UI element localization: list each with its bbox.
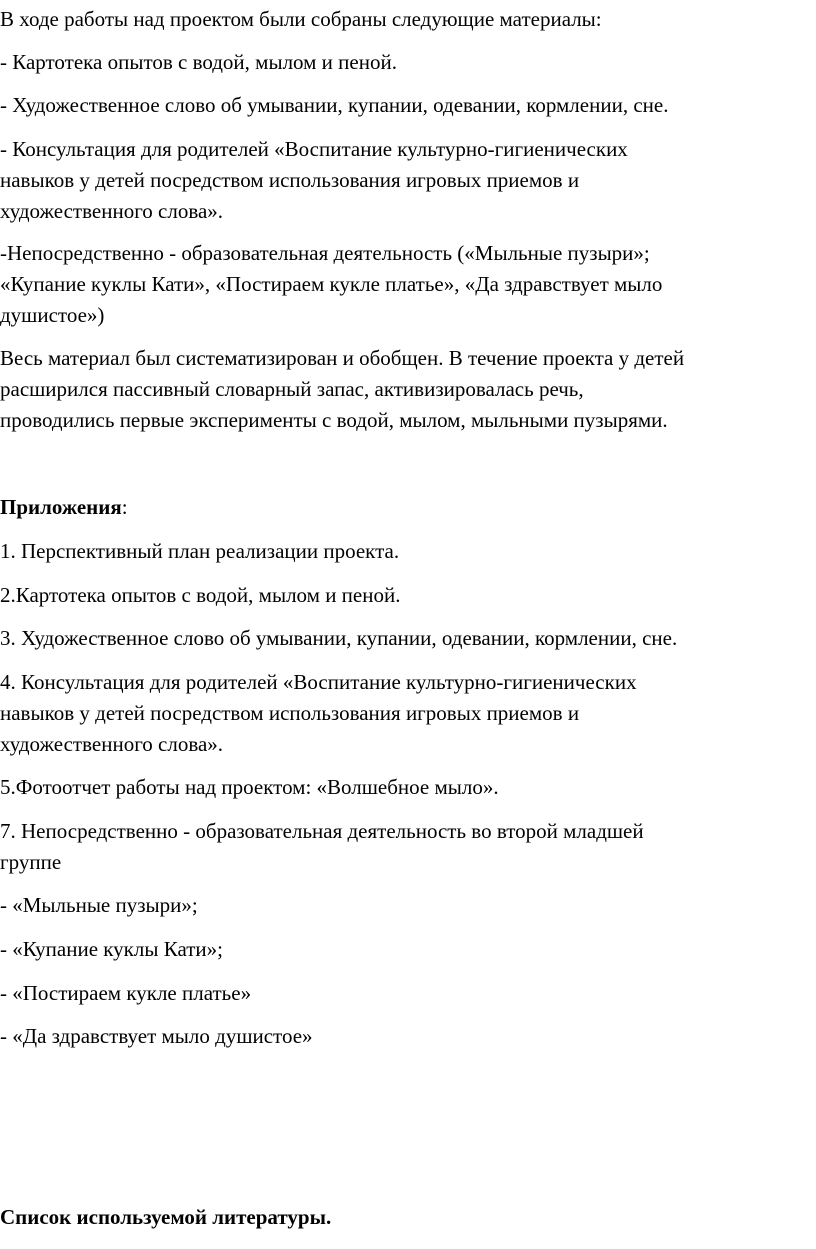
appendix-item: 5.Фотоотчет работы над проектом: «Волшебное мыло». <box>0 775 499 799</box>
intro-paragraph: В ходе работы над проектом были собраны следующие материалы: <box>0 7 602 31</box>
appendix-heading-colon: : <box>121 495 128 519</box>
appendix-sub-item: - «Купание куклы Кати»; <box>0 937 223 961</box>
appendix-sub-item: - «Да здравствует мыло душистое» <box>0 1024 313 1048</box>
appendix-item: 1. Перспективный план реализации проекта. <box>0 539 400 563</box>
material-item: - Консультация для родителей «Воспитание культурно-гигиенических навыков у детей посредством использования игровых приемов и художественного слова». <box>0 137 628 223</box>
material-item: - Картотека опытов с водой, мылом и пеной. <box>0 50 397 74</box>
appendix-item: 3. Художественное слово об умывании, купании, одевании, кормлении, сне. <box>0 626 678 650</box>
appendix-item: 4. Консультация для родителей «Воспитание культурно-гигиенических навыков у детей посредством использования игровых приемов и художественного слова». <box>0 670 637 756</box>
summary-paragraph: Весь материал был систематизирован и обобщен. В течение проекта у детей расширился пассивный словарный запас, активизировалась речь, проводились первые эксперименты с водой, мылом, мыльными пузырями. <box>0 346 685 432</box>
material-item: - Художественное слово об умывании, купании, одевании, кормлении, сне. <box>0 93 669 117</box>
appendix-heading <box>0 492 816 523</box>
material-item: -Непосредственно - образовательная деятельность («Мыльные пузыри»; «Купание куклы Кати», «Постираем кукле платье», «Да здравствует мыло душистое») <box>0 241 663 327</box>
appendix-sub-item: - «Постираем кукле платье» <box>0 981 252 1005</box>
appendix-heading-text: Приложения <box>0 495 122 519</box>
appendix-sub-item: - «Мыльные пузыри»; <box>0 893 198 917</box>
appendix-item: 7. Непосредственно - образовательная деятельность во второй младшей группе <box>0 819 644 874</box>
appendix-item: 2.Картотека опытов с водой, мылом и пеной. <box>0 583 401 607</box>
literature-heading: Список используемой литературы. <box>0 1205 332 1229</box>
